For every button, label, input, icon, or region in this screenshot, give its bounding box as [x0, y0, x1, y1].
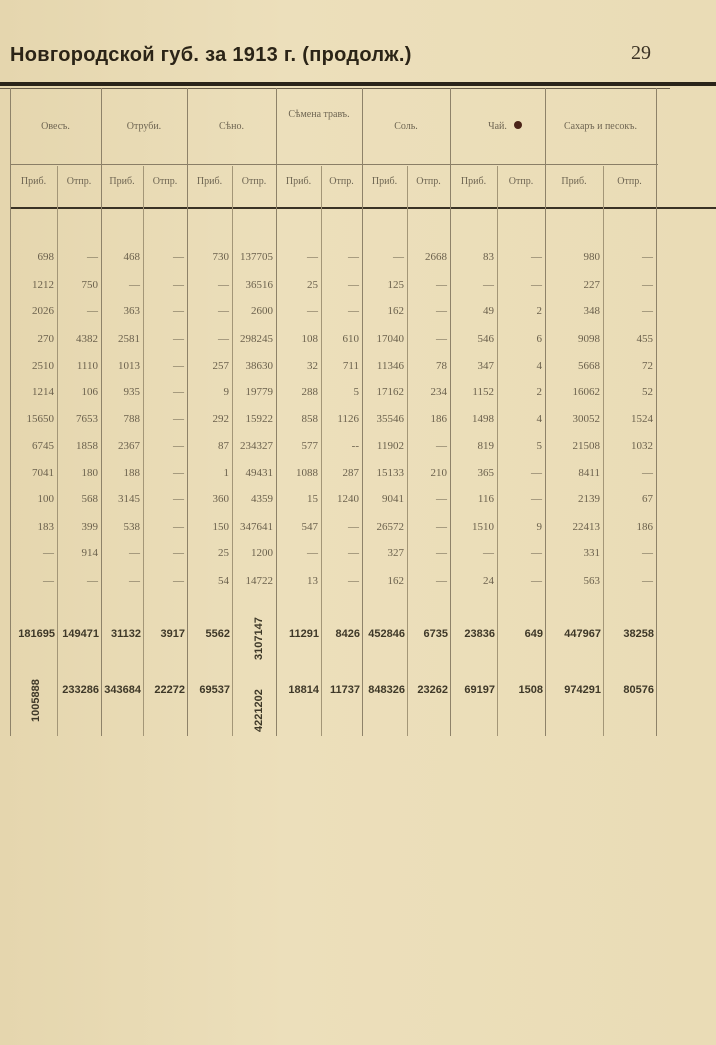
table-cell: 32: [307, 360, 318, 372]
total-cell: 8426: [335, 628, 360, 640]
table-cell: —: [129, 547, 140, 559]
table-cell: 25: [218, 547, 229, 559]
table-cell: —: [393, 251, 404, 263]
total-cell: 181695: [18, 628, 55, 640]
total-cell: 649: [524, 628, 543, 640]
table-cell: 730: [212, 251, 229, 263]
table-cell: 1212: [32, 279, 54, 291]
table-cell: 108: [301, 333, 318, 345]
table-cell: 1858: [76, 440, 98, 452]
table-cell: 270: [37, 333, 54, 345]
table-cell: 210: [430, 467, 447, 479]
table-cell: —: [173, 251, 184, 263]
table-cell: 546: [477, 333, 494, 345]
table-cell: 35546: [376, 413, 404, 425]
table-cell: 348: [583, 305, 600, 317]
group-header: Отруби.: [126, 121, 162, 132]
table-cell: —: [307, 547, 318, 559]
table-cell: —: [173, 493, 184, 505]
table-cell: 186: [636, 521, 653, 533]
table-cell: —: [43, 575, 54, 587]
table-cell: —: [436, 493, 447, 505]
table-cell: —: [348, 305, 359, 317]
table-cell: —: [129, 279, 140, 291]
table-cell: —: [642, 279, 653, 291]
table-cell: —: [483, 547, 494, 559]
table-cell: 30052: [572, 413, 600, 425]
subheader-cell: Приб.: [371, 176, 398, 187]
table-cell: 1032: [631, 440, 653, 452]
table-cell: 24: [483, 575, 494, 587]
subheader-cell: Отпр.: [416, 176, 441, 187]
table-cell: 4: [536, 413, 542, 425]
table-cell: 1510: [472, 521, 494, 533]
table-cell: 21508: [572, 440, 600, 452]
table-cell: —: [307, 251, 318, 263]
table-cell: 288: [301, 386, 318, 398]
table-cell: —: [129, 575, 140, 587]
table-cell: 698: [37, 251, 54, 263]
table-cell: —: [173, 413, 184, 425]
group-header: Овесъ.: [41, 121, 70, 132]
table-cell: —: [642, 305, 653, 317]
total-cell: 848326: [368, 684, 405, 696]
table-cell: 360: [212, 493, 229, 505]
table-cell: --: [351, 440, 359, 452]
table-cell: —: [87, 575, 98, 587]
table-cell: 257: [212, 360, 229, 372]
table-cell: 2510: [32, 360, 54, 372]
total-cell: 233286: [62, 684, 99, 696]
table-cell: 9: [223, 386, 229, 398]
total-cell: 38258: [623, 628, 654, 640]
table-cell: 9098: [578, 333, 600, 345]
table-cell: 3145: [118, 493, 140, 505]
total-cell: 5562: [205, 628, 230, 640]
table-cell: 1013: [118, 360, 140, 372]
table-cell: 1126: [337, 413, 359, 425]
table-cell: 327: [387, 547, 404, 559]
total-cell: 69197: [464, 684, 495, 696]
total-cell-vertical: 1005888: [30, 679, 42, 722]
table-cell: 13: [307, 575, 318, 587]
table-cell: 1498: [472, 413, 494, 425]
table-cell: 914: [81, 547, 98, 559]
table-cell: —: [531, 467, 542, 479]
table-cell: 6: [536, 333, 542, 345]
table-cell: —: [87, 305, 98, 317]
subheader-cell: Приб.: [196, 176, 223, 187]
table-cell: 4: [536, 360, 542, 372]
table-cell: 54: [218, 575, 229, 587]
table-cell: 858: [301, 413, 318, 425]
total-cell: 80576: [623, 684, 654, 696]
table-cell: 162: [387, 575, 404, 587]
table-cell: 455: [636, 333, 653, 345]
table-cell: 347641: [240, 521, 273, 533]
table-cell: 711: [342, 360, 359, 372]
table-cell: —: [173, 467, 184, 479]
table-cell: —: [531, 575, 542, 587]
table-cell: 1200: [251, 547, 273, 559]
total-cell: 6735: [423, 628, 448, 640]
table-cell: 234: [430, 386, 447, 398]
table-cell: 547: [301, 521, 318, 533]
table-cell: 49: [483, 305, 494, 317]
table-cell: —: [436, 547, 447, 559]
table-cell: —: [173, 521, 184, 533]
table-cell: —: [348, 251, 359, 263]
table-cell: —: [173, 333, 184, 345]
table-cell: —: [436, 305, 447, 317]
table-cell: 2139: [578, 493, 600, 505]
group-header: Сѣно.: [219, 121, 244, 132]
table-cell: 2026: [32, 305, 54, 317]
table-cell: 15133: [376, 467, 404, 479]
total-cell-vertical: 3107147: [253, 617, 265, 660]
table-cell: 67: [642, 493, 653, 505]
table-cell: 15922: [245, 413, 273, 425]
table-cell: 331: [583, 547, 600, 559]
table-cell: 1214: [32, 386, 54, 398]
table-cell: 2: [536, 386, 542, 398]
total-cell: 343684: [104, 684, 141, 696]
table-cell: 1152: [472, 386, 494, 398]
table-cell: 52: [642, 386, 653, 398]
table-cell: 83: [483, 251, 494, 263]
table-cell: 150: [212, 521, 229, 533]
table-cell: 5668: [578, 360, 600, 372]
table-cell: —: [531, 279, 542, 291]
table-cell: 116: [477, 493, 494, 505]
table-cell: 819: [477, 440, 494, 452]
table-cell: 363: [123, 305, 140, 317]
table-cell: 125: [387, 279, 404, 291]
table-cell: 15: [307, 493, 318, 505]
subheader-rule: [10, 164, 658, 165]
table-cell: —: [173, 360, 184, 372]
table-cell: 14722: [245, 575, 273, 587]
table-cell: 6745: [32, 440, 54, 452]
top-rule: [0, 82, 716, 86]
table-cell: 8411: [578, 467, 600, 479]
table-cell: 365: [477, 467, 494, 479]
table-cell: 38630: [245, 360, 273, 372]
table-cell: 36516: [245, 279, 273, 291]
total-cell: 447967: [564, 628, 601, 640]
table-cell: —: [218, 333, 229, 345]
table-cell: 25: [307, 279, 318, 291]
subheader-cell: Приб.: [20, 176, 47, 187]
total-cell: 18814: [288, 684, 319, 696]
table-cell: —: [43, 547, 54, 559]
group-header: Соль.: [394, 121, 418, 132]
table-cell: 180: [81, 467, 98, 479]
total-cell: 452846: [368, 628, 405, 640]
table-cell: —: [436, 279, 447, 291]
table-cell: —: [348, 279, 359, 291]
table-cell: 227: [583, 279, 600, 291]
table-cell: 11902: [376, 440, 404, 452]
table-cell: 2668: [425, 251, 447, 263]
table-cell: —: [218, 279, 229, 291]
table-cell: —: [642, 547, 653, 559]
total-cell: 23836: [464, 628, 495, 640]
table-cell: 87: [218, 440, 229, 452]
table-cell: —: [173, 305, 184, 317]
table-cell: —: [531, 251, 542, 263]
table-cell: —: [173, 279, 184, 291]
table-cell: 347: [477, 360, 494, 372]
subheader-cell: Отпр.: [152, 176, 178, 187]
table-cell: 188: [123, 467, 140, 479]
table-cell: 26572: [376, 521, 404, 533]
table-cell: 4359: [251, 493, 273, 505]
table-cell: 788: [123, 413, 140, 425]
table-cell: 577: [301, 440, 318, 452]
table-cell: 2600: [251, 305, 273, 317]
table-cell: 9041: [382, 493, 404, 505]
table-cell: 2581: [118, 333, 140, 345]
table-cell: 137705: [240, 251, 273, 263]
table-cell: —: [173, 547, 184, 559]
subheader-cell: Отпр.: [617, 176, 642, 187]
table-cell: 22413: [572, 521, 600, 533]
total-cell: 11291: [289, 628, 319, 640]
table-cell: 78: [436, 360, 447, 372]
table-cell: —: [642, 251, 653, 263]
table-cell: —: [436, 521, 447, 533]
table-cell: —: [348, 547, 359, 559]
table-cell: —: [483, 279, 494, 291]
total-cell: 11737: [330, 684, 360, 696]
subheader-cell: Отпр.: [508, 176, 534, 187]
table-cell: —: [436, 575, 447, 587]
table-cell: 935: [123, 386, 140, 398]
table-cell: 234327: [240, 440, 273, 452]
table-cell: 1524: [631, 413, 653, 425]
table-cell: 11346: [376, 360, 404, 372]
table-cell: 17040: [376, 333, 404, 345]
table-cell: 1240: [337, 493, 359, 505]
table-cell: 399: [81, 521, 98, 533]
subheader-cell: Отпр.: [241, 176, 267, 187]
table-cell: 106: [81, 386, 98, 398]
table-cell: 1110: [76, 360, 98, 372]
page-heading: Новгородской губ. за 1913 г. (продолж.): [10, 44, 412, 66]
table-cell: 17162: [376, 386, 404, 398]
table-cell: 100: [37, 493, 54, 505]
table-cell: 1: [223, 467, 229, 479]
table-cell: 468: [123, 251, 140, 263]
table-border-line: [656, 88, 657, 736]
table-cell: 16062: [572, 386, 600, 398]
table-cell: —: [218, 305, 229, 317]
total-cell: 149471: [62, 628, 99, 640]
table-cell: 610: [342, 333, 359, 345]
table-cell: —: [531, 547, 542, 559]
group-header: Сахаръ и песокъ.: [564, 121, 637, 132]
table-cell: —: [87, 251, 98, 263]
table-cell: 292: [212, 413, 229, 425]
table-cell: —: [531, 493, 542, 505]
subheader-cell: Приб.: [285, 176, 312, 187]
table-cell: —: [348, 575, 359, 587]
total-cell: 22272: [154, 684, 185, 696]
table-cell: —: [307, 305, 318, 317]
table-cell: —: [436, 333, 447, 345]
total-cell: 1508: [518, 684, 543, 696]
total-cell: 23262: [417, 684, 448, 696]
table-cell: —: [436, 440, 447, 452]
table-cell: 4382: [76, 333, 98, 345]
table-cell: —: [348, 521, 359, 533]
total-cell: 31132: [111, 628, 141, 640]
table-cell: 19779: [245, 386, 273, 398]
table-cell: 7041: [32, 467, 54, 479]
table-cell: —: [642, 575, 653, 587]
table-cell: 49431: [245, 467, 273, 479]
table-cell: 568: [81, 493, 98, 505]
table-cell: 15650: [26, 413, 54, 425]
table-cell: 2: [536, 305, 542, 317]
table-cell: 298245: [240, 333, 273, 345]
table-cell: 287: [342, 467, 359, 479]
header-bottom-rule: [10, 207, 716, 209]
table-cell: 9: [536, 521, 542, 533]
table-cell: 183: [37, 521, 54, 533]
table-cell: —: [173, 440, 184, 452]
subheader-cell: Приб.: [460, 176, 487, 187]
table-cell: 2367: [118, 440, 140, 452]
subheader-cell: Приб.: [561, 176, 587, 187]
table-cell: 538: [123, 521, 140, 533]
total-cell-vertical: 4221202: [253, 689, 265, 732]
subheader-cell: Отпр.: [66, 176, 92, 187]
table-cell: 162: [387, 305, 404, 317]
table-cell: —: [173, 386, 184, 398]
page-number: 29: [631, 42, 651, 64]
table-cell: —: [642, 467, 653, 479]
table-cell: 563: [583, 575, 600, 587]
subheader-cell: Отпр.: [329, 176, 354, 187]
table-cell: 980: [583, 251, 600, 263]
total-cell: 69537: [199, 684, 230, 696]
total-cell: 3917: [160, 628, 185, 640]
table-cell: 7653: [76, 413, 98, 425]
total-cell: 974291: [564, 684, 601, 696]
table-cell: 750: [81, 279, 98, 291]
subheader-cell: Приб.: [109, 176, 135, 187]
group-header: Чай.: [488, 121, 507, 132]
table-cell: —: [173, 575, 184, 587]
table-cell: 1088: [296, 467, 318, 479]
table-cell: 186: [430, 413, 447, 425]
group-header: Сѣмена травъ.: [288, 109, 350, 120]
table-cell: 5: [536, 440, 542, 452]
table-cell: 72: [642, 360, 653, 372]
table-cell: 5: [353, 386, 359, 398]
